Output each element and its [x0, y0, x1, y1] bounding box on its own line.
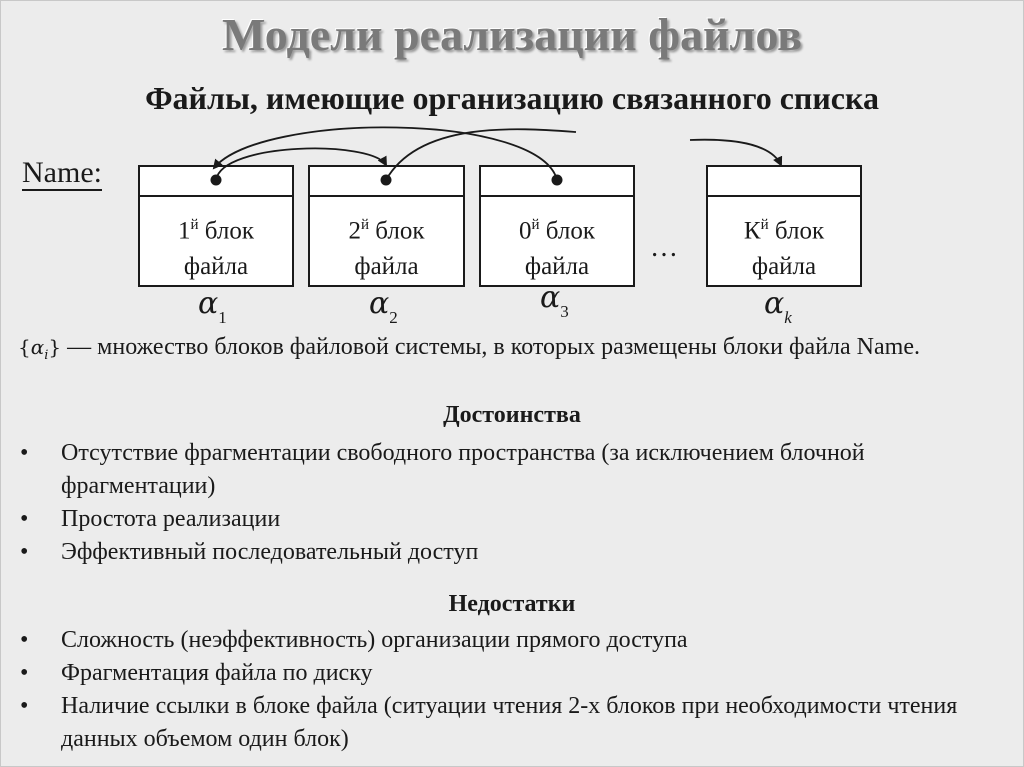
- alpha-label-2: $\alpha_2$: [369, 286, 398, 327]
- file-block-1: [138, 165, 294, 287]
- file-block-2: [308, 165, 465, 287]
- block-caption: $1^й$ блок файла: [178, 217, 254, 281]
- file-block-3: [479, 165, 635, 287]
- pointer-field: [140, 167, 292, 197]
- list-item: • Простота реализации: [20, 506, 281, 532]
- disadvantages-list: [18, 624, 1008, 756]
- set-description: $\{\alpha_i\}$ — множество блоков файловой системы, в которых размещены блоки файла Name.: [18, 334, 920, 363]
- alpha-label-1: $\alpha_1$: [198, 286, 227, 327]
- pointer-field: [708, 167, 860, 197]
- list-item: • Отсутствие фрагментации свободного пространства (за исключением блочной фрагментации): [20, 440, 865, 499]
- list-item: • Сложность (неэффективность) организации прямого доступа: [20, 627, 688, 653]
- advantages-list: [18, 437, 1008, 569]
- list-item: • Эффективный последовательный доступ: [20, 539, 479, 565]
- name-label: Name:: [22, 156, 102, 189]
- block-caption: $2^й$ блок файла: [348, 217, 425, 281]
- alpha-label-k: $\alpha_k$: [764, 286, 792, 327]
- file-block-k: [706, 165, 862, 287]
- slide-subtitle: Файлы, имеющие организацию связанного списка: [145, 80, 879, 116]
- alpha-label-3: $\alpha_3$: [540, 280, 569, 321]
- pointer-field: [310, 167, 463, 197]
- ellipsis: …: [650, 232, 680, 263]
- list-item: • Фрагментация файла по диску: [20, 660, 373, 686]
- advantages-heading: Достоинства: [443, 402, 581, 428]
- disadvantages-heading: Недостатки: [448, 591, 576, 617]
- block-caption: $К^й$ блок файла: [743, 217, 825, 281]
- block-caption: $0^й$ блок файла: [519, 217, 595, 281]
- slide-title: Модели реализации файлов: [221, 9, 803, 60]
- pointer-field: [481, 167, 633, 197]
- list-item: • Наличие ссылки в блоке файла (ситуации чтения 2-х блоков при необходимости чтения данных объемом один блок): [20, 693, 958, 752]
